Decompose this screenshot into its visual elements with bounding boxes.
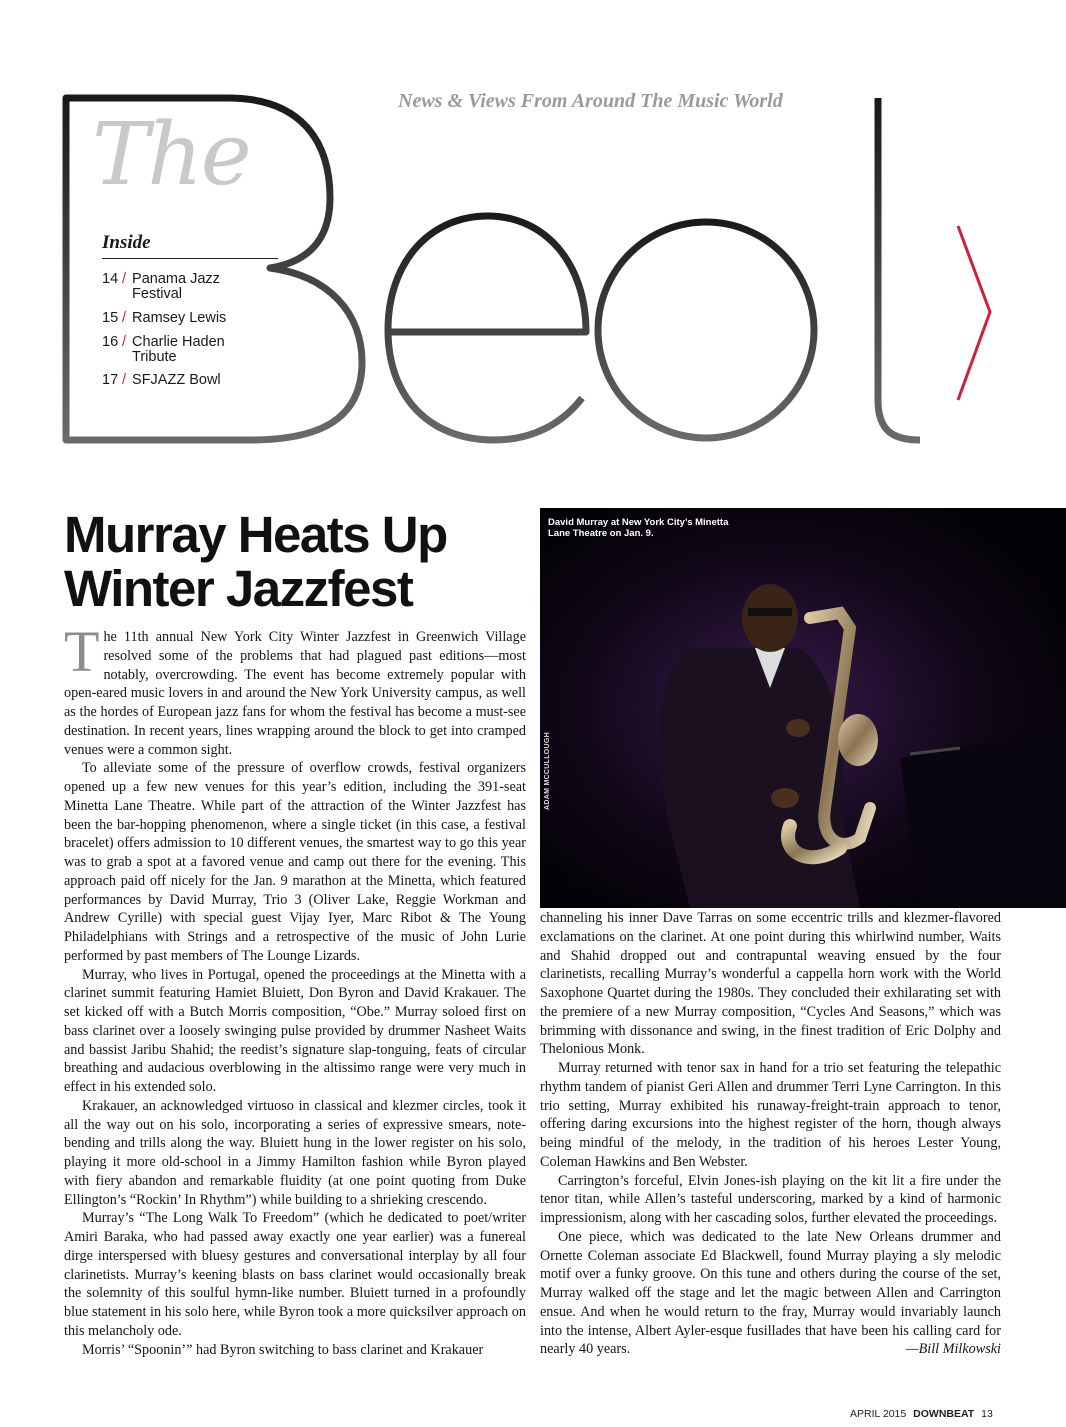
- photo-credit: ADAM MCCULLOUGH: [544, 732, 551, 810]
- toc-page-number: 14: [102, 271, 119, 287]
- folio-page-number: 13: [981, 1408, 993, 1420]
- article-paragraph: Murray returned with tenor sax in hand for a trio set featuring the telepathic rhythm tandem of pianist Geri Allen and drummer Terri Lyne Carrington. In this trio setting, Murray exhibited his runaway-freight-train approach to tenor, offering daring excursions into the highest register of the horn, though always being mindful of the melody, in the tradition of his heroes Lester Young, Coleman Hawkins and Ben Webster.: [540, 1060, 1001, 1170]
- article-paragraph: Murray’s “The Long Walk To Freedom” (which he dedicated to poet/writer Amiri Baraka, who had passed away exactly one year earlier) was a funereal dirge interspersed with bluesy gestures and conversational interplay by all four clarinetists. Murray’s keening blasts on bass clarinet would occasionally break the solemnity of this soulful hymn-like number. Bluiett turned in a profoundly blue statement in his solo here, while Byron took a more quicksilver approach on this melancholy ode.: [64, 1210, 526, 1339]
- toc-item[interactable]: [102, 373, 252, 388]
- toc-slash-separator: /: [122, 372, 127, 388]
- article-paragraph: Carrington’s forceful, Elvin Jones-ish playing on the kit lit a fire under the tenor titan, while Allen’s tasteful underscoring, marked by a kind of harmonic impressionism, along with her cascading solos, further elevated the proceedings.: [540, 1172, 1001, 1226]
- article-paragraph: The 11th annual New York City Winter Jazzfest in Greenwich Village resolved some of the problems that had plagued past editions—most notably, overcrowding. The event has become extremely popular with open-eared music lovers in and around the New York University campus, as well as the hordes of European jazz fans for whom the festival has become a must-see destination. In recent years, lines wrapping around the block to get into cramped venues were a common sight.: [64, 619, 526, 758]
- toc-item[interactable]: [102, 272, 252, 302]
- masthead-tagline: News & Views From Around The Music World: [398, 90, 783, 112]
- drop-cap: T: [64, 619, 100, 684]
- folio-magazine: DOWNBEAT: [913, 1408, 975, 1420]
- page-folio: [850, 1408, 993, 1420]
- folio-date: APRIL 2015: [850, 1408, 907, 1420]
- toc-label: Panama Jazz Festival: [132, 271, 220, 302]
- toc-item[interactable]: [102, 311, 252, 326]
- toc-label: Charlie Haden Tribute: [132, 334, 225, 365]
- article-paragraph: Krakauer, an acknowledged virtuoso in classical and klezmer circles, took it all the way out on his solo, incorporating a series of expressive smears, note-bending and trills along the way. Bluiett hung in the lower register on his solo, playing it more old-school in a Jimmy Hamilton fashion while Byron played with fiery abandon and remarkable fluidity (at one point quoting from Duke Ellington’s “Rockin’ In Rhythm”) while building to a shrieking crescendo.: [64, 1097, 526, 1208]
- article-paragraph: Morris’ “Spoonin’” had Byron switching to bass clarinet and Krakauer: [82, 1341, 484, 1358]
- toc-page-number: 15: [102, 310, 119, 326]
- saxophonist-photo-illustration: [540, 508, 1066, 908]
- toc-page-number: 16: [102, 334, 119, 350]
- toc-label: SFJAZZ Bowl: [132, 372, 221, 388]
- article-paragraph: Murray, who lives in Portugal, opened the proceedings at the Minetta with a clarinet summit featuring Hamiet Bluiett, Don Byron and David Krakauer. The set kicked off with a Butch Morris composition, “Obe.” Murray soloed first on bass clarinet over a loosely swinging pulse provided by drummer Nasheet Waits and bassist Jaribu Shahid; the reedist’s signature slap-tonguing, feats of circular breathing and audacious overblowing in the altissimo range were very much in effect in his extended solo.: [64, 966, 526, 1095]
- inside-heading: Inside: [102, 232, 151, 253]
- toc-slash-separator: /: [122, 310, 127, 326]
- inside-divider: [102, 258, 278, 259]
- toc-label: Ramsey Lewis: [132, 310, 227, 326]
- masthead-the-word: The: [92, 105, 250, 205]
- article-photo: [540, 508, 1066, 908]
- article-paragraph: One piece, which was dedicated to the late New Orleans drummer and Ornette Coleman associate Ed Blackwell, found Murray playing a sly melodic motif over a funky groove. On this tune and others during the course of the set, Murray walked off the stage and let the magic between Allen and Carrington ensue. And when he would return to the fray, Murray would invariably launch into the intense, Albert Ayler-esque fusillades that have been his calling card for nearly 40 years. —Bill Milkowski: [540, 1228, 1001, 1358]
- photo-caption: David Murray at New York City’s Minetta Lane Theatre on Jan. 9.: [548, 517, 729, 539]
- article-column-2: [540, 909, 1001, 1359]
- article-byline: —Bill Milkowski: [906, 1341, 1001, 1358]
- article-column-1: [64, 619, 526, 1359]
- article-paragraph: To alleviate some of the pressure of overflow crowds, festival organizers opened up a few new venues for this year’s edition, including the 391-seat Minetta Lane Theatre. While part of the attraction of the Winter Jazzfest has been the bar-hopping phenomenon, where a single ticket (in this case, a festival bracelet) offers admission to 10 different venues, the smartest way to go this year was to grab a spot at a favored venue and camp out there for the evening. This approach paid off nicely for the Jan. 9 marathon at the Minetta, which featured performances by David Murray, Trio 3 (Oliver Lake, Reggie Workman and Andrew Cyrille) with special guest Vijay Iyer, Marc Ribot & The Young Philadelphians with Strings and a retrospective of the music of John Lurie performed by past members of The Lounge Lizards.: [64, 760, 526, 964]
- toc-slash-separator: /: [122, 334, 127, 350]
- toc-page-number: 17: [102, 372, 119, 388]
- toc-slash-separator: /: [122, 271, 127, 287]
- beat-logo: [0, 0, 1066, 460]
- article-headline: Murray Heats Up Winter Jazzfest: [64, 506, 447, 617]
- article-paragraph: channeling his inner Dave Tarras on some eccentric trills and klezmer-flavored exclamations on the clarinet. At one point during this whirlwind number, Waits and Shahid dropped out and contrapuntal weaving ensued by the four clarinetists, recalling Murray’s wonderful a cappella horn work with the World Saxophone Quartet during the 1980s. They concluded their exhilarating set with the premiere of a new Murray composition, “Cycles And Seasons,” which was brimming with dissonance and swing, in the finest tradition of Eric Dolphy and Thelonious Monk.: [540, 910, 1001, 1058]
- toc-item[interactable]: [102, 335, 252, 365]
